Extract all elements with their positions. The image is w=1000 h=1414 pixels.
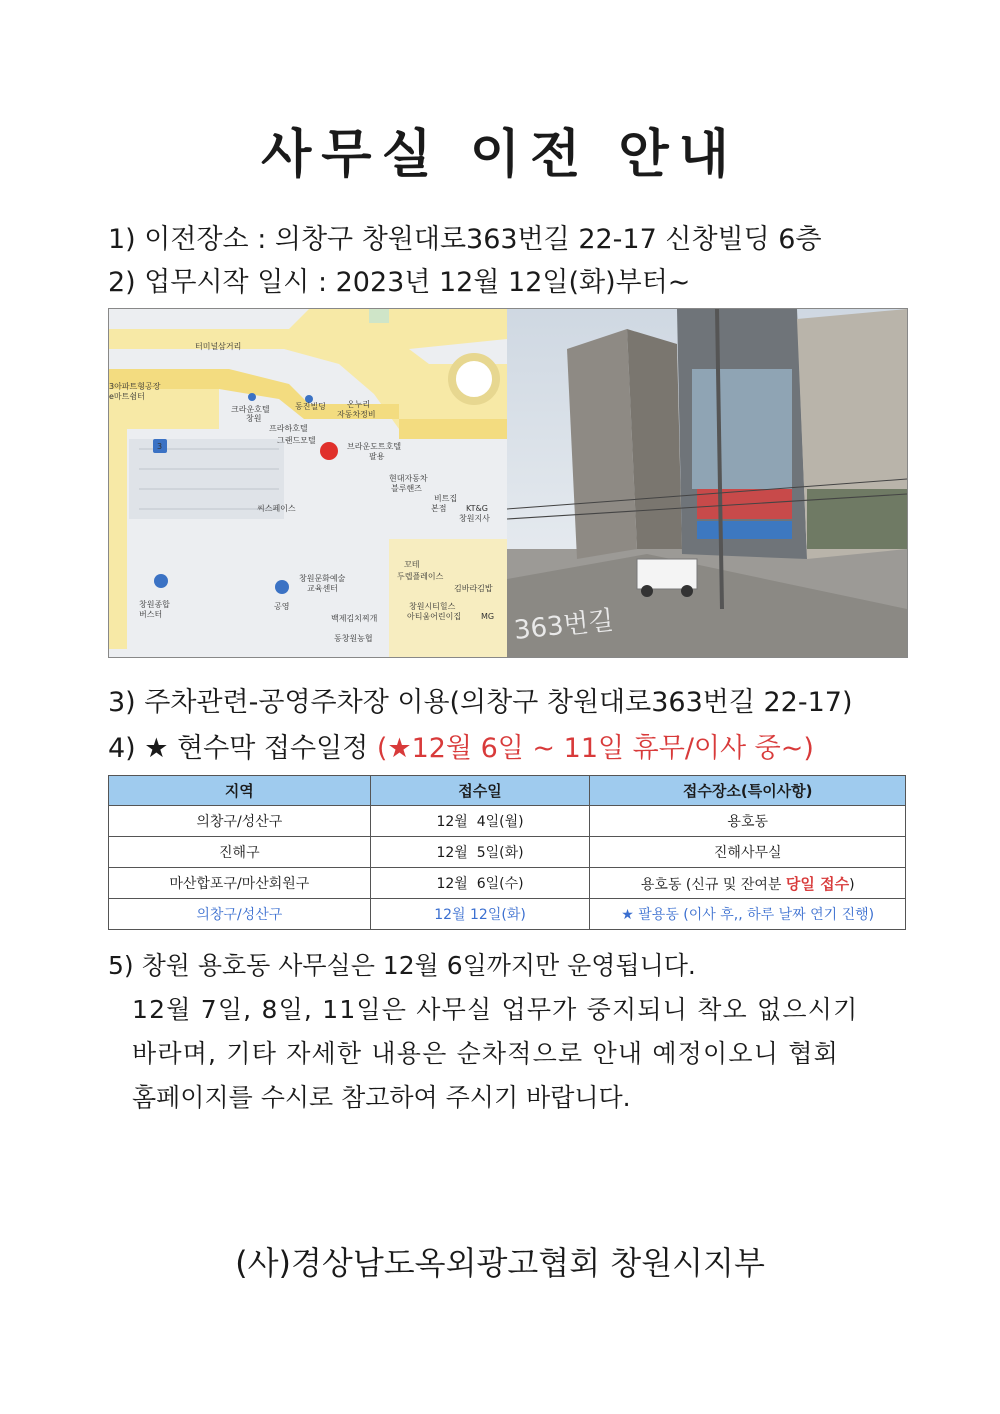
map-label-bits: 비트집: [434, 494, 458, 503]
map-label-gimbap: 김바라김밥: [454, 584, 493, 593]
header-date: 접수일: [370, 776, 590, 806]
cell-region: 의창구/성산구: [109, 899, 371, 930]
schedule-header-row: [109, 776, 906, 806]
organization-signature: (사)경상남도옥외광고협회 창원시지부: [235, 1244, 765, 1282]
map-label-bluehands: 블루핸즈: [391, 484, 422, 493]
map-label-terminal: 터미널삼거리: [195, 342, 242, 351]
map-label-mart: e마트쉼터: [109, 392, 145, 401]
map-label-bus: 창원종합: [139, 600, 170, 609]
item-start-date: 2) 업무시작 일시 : 2023년 12월 12일(화)부터~: [108, 267, 691, 298]
item-banner-schedule-prefix: 4) ★ 현수막 접수일정: [108, 733, 377, 764]
map-label-bus2: 버스터: [139, 610, 163, 619]
page-title: 사무실 이전 안내: [261, 125, 739, 185]
map-label-brown: 브라운도트호텔: [347, 442, 402, 451]
map-label-hillstate: 창원시티힐스: [409, 602, 456, 611]
map-label-crown: 크라운호텔: [231, 405, 270, 414]
map-label-parking: 공영: [274, 602, 290, 611]
notice-line-3: 바라며, 기타 자세한 내용은 순차적으로 안내 예정이오니 협회: [132, 1039, 839, 1068]
map-label-onnuri: 온누리: [347, 400, 371, 409]
cell-date: 12월 12일(화): [370, 899, 590, 930]
map-label-kkote: 꼬테: [404, 560, 420, 569]
location-marker: [320, 442, 338, 460]
cell-date: 12월 6일(수): [370, 868, 590, 899]
map-label-hyundai: 현대자동차: [389, 474, 428, 483]
map-label-prince: 프라하호텔: [269, 424, 308, 433]
map-label-dongchang: 동창원농협: [334, 634, 373, 643]
street-sign-text: 363번길: [512, 605, 616, 646]
map-label-ktg-branch: 창원지사: [459, 514, 490, 523]
item-parking: 3) 주차관련-공영주차장 이용(의창구 창원대로363번길 22-17): [108, 687, 853, 718]
cell-place: 용호동: [590, 806, 906, 837]
table-row: [109, 806, 906, 837]
map-label-space: 씨스페이스: [257, 504, 296, 513]
location-images: [108, 308, 908, 658]
item-relocation-address: 1) 이전장소 : 의창구 창원대로363번길 22-17 신창빌딩 6층: [108, 224, 822, 255]
map-label-mg: MG: [481, 612, 495, 621]
cell-place-red: 당일 접수: [785, 874, 850, 893]
cell-place: ★ 팔용동 (이사 후,, 하루 날짜 연기 진행): [590, 899, 906, 930]
cell-region: 의창구/성산구: [109, 806, 371, 837]
cell-date: 12월 4일(월): [370, 806, 590, 837]
map-label-culture: 창원문화예술: [299, 574, 346, 583]
table-row: [109, 837, 906, 868]
map-label-duboo: 두렙플레이스: [397, 572, 444, 581]
cell-place-post: ): [849, 876, 855, 893]
cell-place: 진해사무실: [590, 837, 906, 868]
location-map: [109, 309, 507, 657]
map-label-palyong: 팔용: [369, 452, 385, 461]
notice-line-1: 5) 창원 용호동 사무실은 12월 6일까지만 운영됩니다.: [108, 951, 696, 980]
schedule-table: [108, 775, 906, 930]
table-row: [109, 868, 906, 899]
map-label-ktg: KT&G: [466, 504, 488, 513]
cell-region: 마산합포구/마산회원구: [109, 868, 371, 899]
header-region: 지역: [109, 776, 371, 806]
cell-place: [590, 868, 906, 899]
map-label-changwon: 창원: [246, 414, 262, 423]
item-banner-schedule: [108, 726, 814, 765]
map-label-dongjin: 동진빌딩: [295, 402, 326, 411]
notice-line-4: 홈페이지를 수시로 참고하여 주시기 바랍니다.: [132, 1083, 631, 1112]
map-label-apt: 3아파트형공장: [109, 382, 161, 391]
map-label-bonjeom: 본점: [431, 504, 447, 513]
table-row: [109, 899, 906, 930]
map-label-num3: 3: [157, 442, 163, 451]
cell-date: 12월 5일(화): [370, 837, 590, 868]
notice-line-2: 12월 7일, 8일, 11일은 사무실 업무가 중지되니 착오 없으시기: [132, 995, 859, 1024]
map-label-edu: 교육센터: [307, 584, 338, 593]
map-label-grand: 그랜드모텔: [277, 436, 316, 445]
map-label-auto: 자동차정비: [337, 410, 376, 419]
cell-region: 진해구: [109, 837, 371, 868]
cell-place-pre: 용호동 (신규 및 잔여분: [640, 876, 786, 893]
map-label-baekje: 백제김치찌개: [331, 614, 378, 623]
item-banner-schedule-note: (★12월 6일 ~ 11일 휴무/이사 중~): [376, 733, 814, 764]
header-place: 접수장소(특이사항): [590, 776, 906, 806]
map-label-kids: 아티움어린이집: [407, 612, 462, 621]
street-view-photo: [507, 309, 907, 657]
